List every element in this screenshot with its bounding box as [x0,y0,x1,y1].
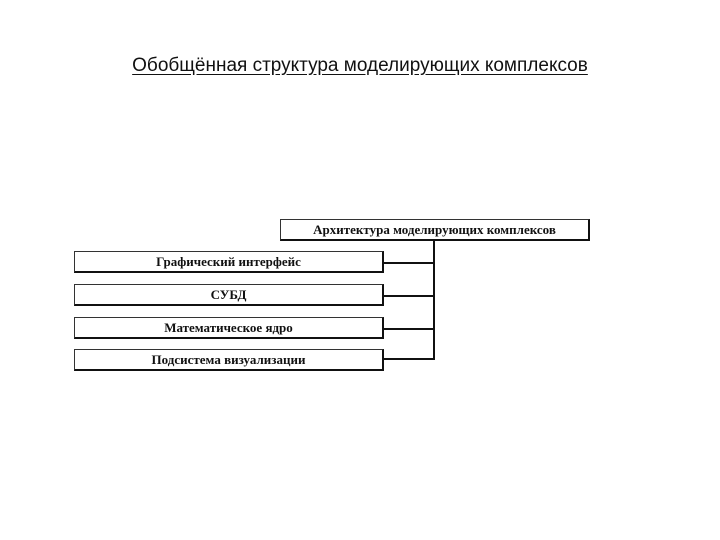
connector-trunk [433,241,435,359]
connector-branch [384,358,435,360]
slide-title: Обобщённая структура моделирующих комплексов [132,55,588,76]
node-graphical-interface: Графический интерфейс [74,251,384,273]
node-dbms: СУБД [74,284,384,306]
connector-branch [384,328,435,330]
connector-branch [384,295,435,297]
connector-branch [384,262,435,264]
node-visualization-subsystem: Подсистема визуализации [74,349,384,371]
node-math-core: Математическое ядро [74,317,384,339]
root-node: Архитектура моделирующих комплексов [280,219,590,241]
